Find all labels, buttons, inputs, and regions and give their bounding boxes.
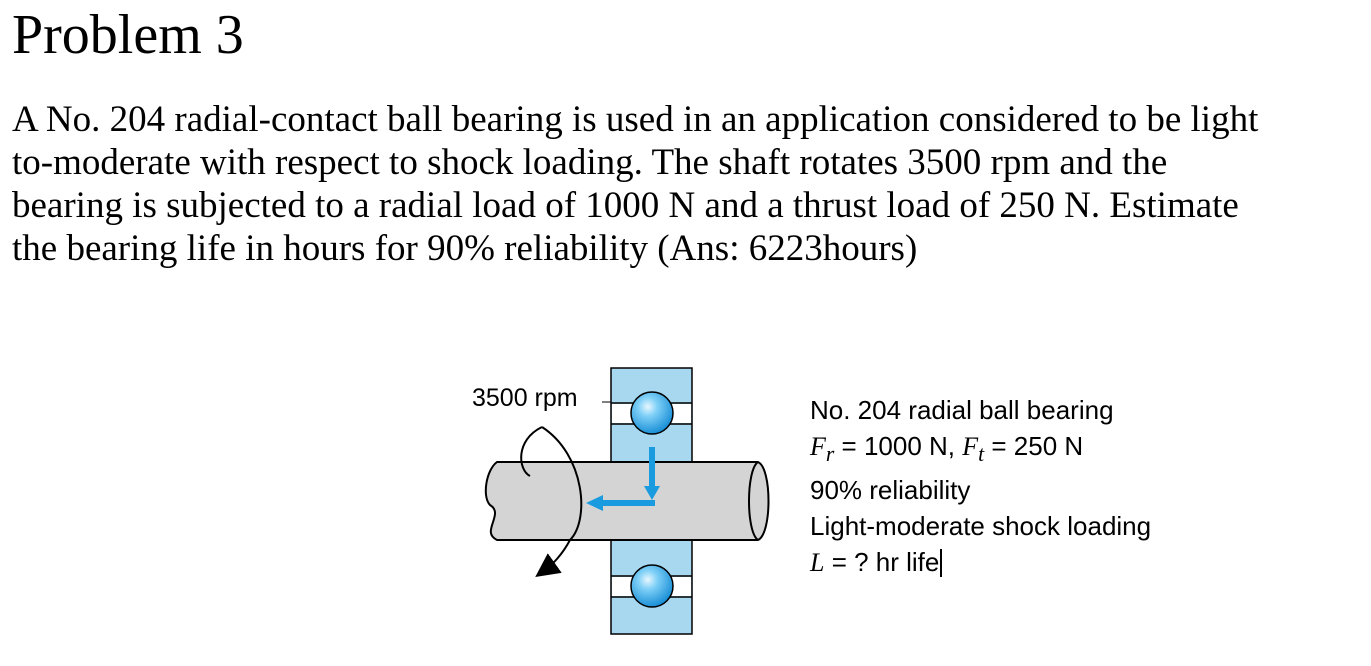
ball-bottom (631, 565, 673, 607)
life-value: = ? hr life (824, 547, 940, 578)
page-title: Problem 3 (12, 4, 244, 66)
ft-value: = 250 N (984, 431, 1084, 461)
problem-line: A No. 204 radial-contact ball bearing is used in an application considered to be light (12, 99, 1259, 140)
fr-symbol: F (810, 432, 826, 461)
spec-reliability: 90% reliability (810, 475, 971, 506)
spec-bearing: No. 204 radial ball bearing (810, 395, 1114, 425)
rpm-label: 3500 rpm (472, 384, 578, 412)
bearing-specs (810, 392, 1151, 581)
life-symbol: L (810, 548, 825, 578)
problem-line: bearing is subjected to a radial load of 1000 N and a thrust load of 250 N. Estimate (12, 185, 1239, 226)
spec-loads (810, 428, 1151, 472)
ball-top (631, 392, 673, 434)
problem-line: the bearing life in hours for 90% reliability (Ans: 6223hours) (12, 228, 918, 269)
fr-subscript: r (825, 442, 835, 467)
text-cursor (940, 549, 942, 577)
ft-subscript: t (978, 442, 985, 467)
spec-shock: Light-moderate shock loading (810, 511, 1152, 542)
problem-line: to-moderate with respect to shock loading. The shaft rotates 3500 rpm and the (12, 142, 1168, 183)
ft-symbol: F (962, 432, 979, 461)
spec-life (810, 544, 1151, 581)
fr-value: = 1000 N, (834, 431, 963, 461)
